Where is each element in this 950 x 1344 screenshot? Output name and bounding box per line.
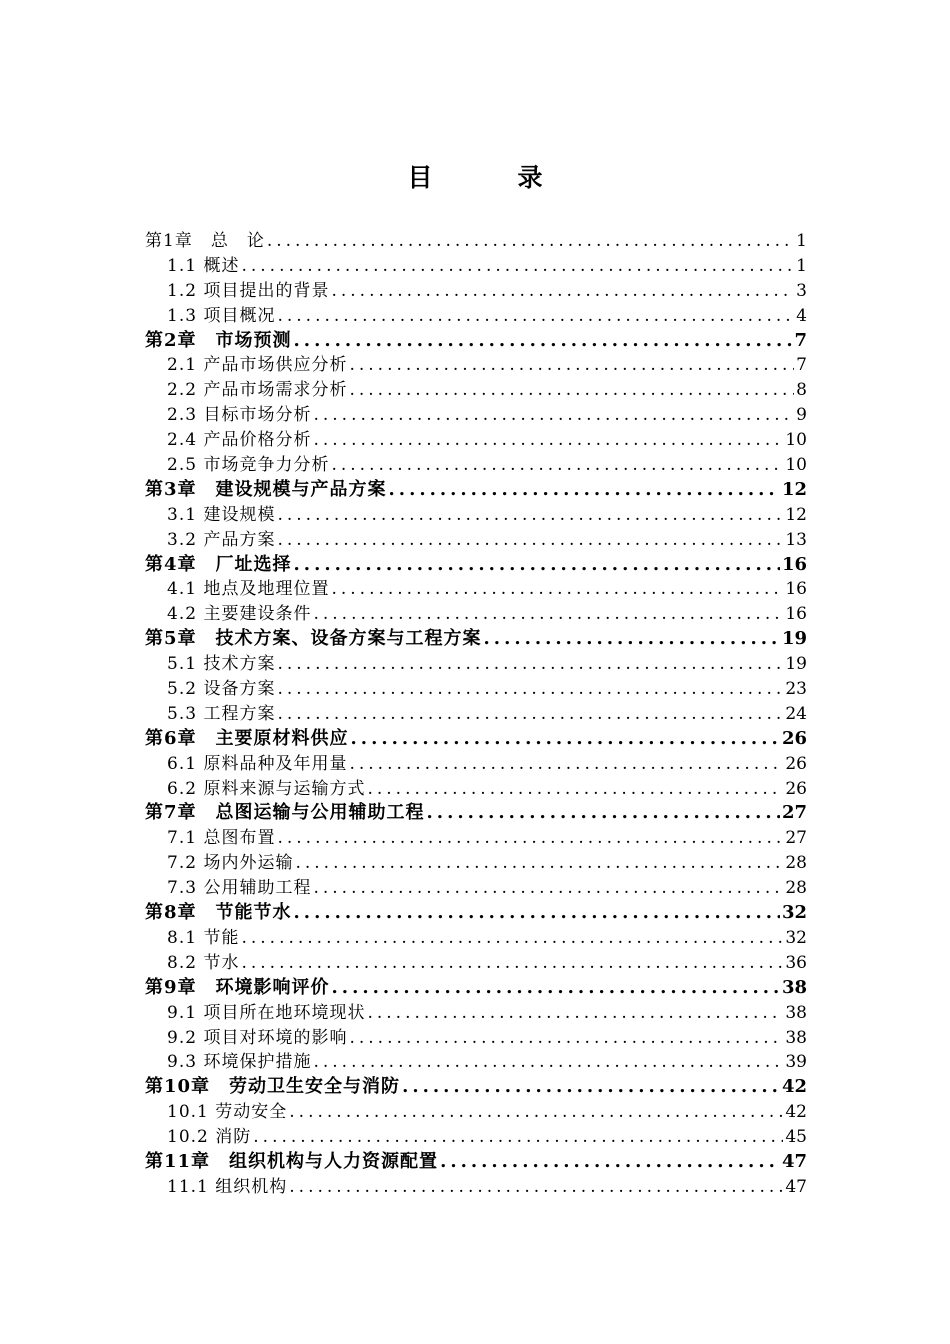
- toc-section-entry[interactable]: [145, 876, 807, 901]
- toc-section-entry[interactable]: [145, 378, 807, 403]
- toc-entry-label: 第1章 总 论: [145, 231, 265, 251]
- toc-dot-leader: [277, 304, 794, 329]
- toc-section-entry[interactable]: [145, 1175, 807, 1200]
- toc-entry-label: 8.1 节能: [167, 927, 240, 948]
- toc-section-entry[interactable]: [145, 1050, 807, 1075]
- toc-entry-label: 2.1 产品市场供应分析: [167, 355, 348, 376]
- toc-page-number: 27: [781, 802, 807, 824]
- toc-entry-label: 第4章 厂址选择: [145, 553, 292, 575]
- toc-entry-label: 9.2 项目对环境的影响: [167, 1027, 348, 1048]
- toc-section-entry[interactable]: [145, 503, 807, 528]
- toc-entry-label: 10.2 消防: [167, 1127, 252, 1148]
- toc-dot-leader: [267, 229, 794, 254]
- toc-entry-label: 第11章 组织机构与人力资源配置: [145, 1150, 439, 1172]
- toc-page-number: 13: [785, 529, 807, 550]
- toc-entry-label: 9.3 环境保护措施: [167, 1052, 312, 1073]
- toc-entry-label: 7.1 总图布置: [167, 828, 276, 849]
- toc-chapter-entry[interactable]: [145, 478, 807, 503]
- toc-dot-leader: [241, 254, 794, 279]
- toc-dot-leader: [313, 602, 783, 627]
- toc-page-number: 19: [781, 628, 807, 650]
- toc-entry-label: 3.1 建设规模: [167, 504, 276, 525]
- toc-page-number: 38: [785, 1027, 807, 1048]
- toc-dot-leader: [277, 826, 783, 851]
- toc-dot-leader: [277, 528, 783, 553]
- toc-chapter-entry[interactable]: [145, 801, 807, 826]
- toc-entry-label: 6.1 原料品种及年用量: [167, 753, 348, 774]
- toc-entry-label: 第7章 总图运输与公用辅助工程: [145, 802, 425, 824]
- toc-dot-leader: [332, 976, 780, 1001]
- toc-chapter-entry[interactable]: [145, 553, 807, 578]
- toc-entry-label: 1.2 项目提出的背景: [167, 280, 330, 301]
- toc-dot-leader: [294, 553, 780, 578]
- toc-entry-label: 3.2 产品方案: [167, 529, 276, 550]
- page-title: 目 录: [407, 163, 573, 192]
- toc-page-number: 10: [785, 455, 807, 476]
- toc-entry-label: 6.2 原料来源与运输方式: [167, 778, 366, 799]
- toc-entry-label: 第2章 市场预测: [145, 329, 292, 351]
- toc-section-entry[interactable]: [145, 403, 807, 428]
- toc-page-number: 23: [785, 679, 807, 700]
- toc-page-number: 27: [785, 828, 807, 849]
- toc-page-number: 39: [785, 1052, 807, 1073]
- toc-entry-label: 5.3 工程方案: [167, 703, 276, 724]
- toc-section-entry[interactable]: [145, 851, 807, 876]
- toc-section-entry[interactable]: [145, 1125, 807, 1150]
- toc-page-number: 32: [781, 902, 807, 924]
- toc-chapter-entry[interactable]: [145, 229, 807, 254]
- toc-dot-leader: [402, 1075, 780, 1100]
- toc-section-entry[interactable]: [145, 926, 807, 951]
- toc-entry-label: 9.1 项目所在地环境现状: [167, 1002, 366, 1023]
- toc-page-number: 16: [785, 604, 807, 625]
- toc-chapter-entry[interactable]: [145, 627, 807, 652]
- toc-entry-label: 4.1 地点及地理位置: [167, 579, 330, 600]
- toc-dot-leader: [294, 901, 780, 926]
- toc-section-entry[interactable]: [145, 528, 807, 553]
- toc-section-entry[interactable]: [145, 353, 807, 378]
- toc-page-number: 24: [785, 703, 807, 724]
- toc-dot-leader: [313, 403, 794, 428]
- toc-dot-leader: [277, 702, 783, 727]
- toc-entry-label: 8.2 节水: [167, 952, 240, 973]
- toc-page-number: 12: [781, 478, 807, 500]
- toc-section-entry[interactable]: [145, 279, 807, 304]
- toc-page-number: 16: [781, 553, 807, 575]
- toc-page-number: 26: [785, 753, 807, 774]
- toc-dot-leader: [349, 378, 794, 403]
- toc-entry-label: 1.1 概述: [167, 255, 240, 276]
- toc-dot-leader: [484, 627, 780, 652]
- toc-dot-leader: [367, 777, 783, 802]
- toc-page-number: 38: [785, 1002, 807, 1023]
- toc-page-number: 47: [785, 1176, 807, 1197]
- toc-section-entry[interactable]: [145, 652, 807, 677]
- toc-page-number: 1: [796, 255, 807, 276]
- toc-page-number: 47: [781, 1150, 807, 1172]
- toc-dot-leader: [241, 926, 783, 951]
- toc-entry-label: 7.3 公用辅助工程: [167, 878, 312, 899]
- toc-dot-leader: [349, 353, 794, 378]
- toc-dot-leader: [389, 478, 780, 503]
- toc-entry-label: 第8章 节能节水: [145, 902, 292, 924]
- toc-entry-label: 2.5 市场竞争力分析: [167, 455, 330, 476]
- toc-section-entry[interactable]: [145, 453, 807, 478]
- toc-page-number: 16: [785, 579, 807, 600]
- toc-page-number: 38: [781, 976, 807, 998]
- toc-chapter-entry[interactable]: [145, 1075, 807, 1100]
- toc-dot-leader: [427, 801, 780, 826]
- toc-dot-leader: [289, 1100, 783, 1125]
- toc-page-number: 28: [785, 878, 807, 899]
- toc-section-entry[interactable]: [145, 1026, 807, 1051]
- toc-section-entry[interactable]: [145, 1100, 807, 1125]
- toc-section-entry[interactable]: [145, 677, 807, 702]
- toc-page-number: 4: [796, 305, 807, 326]
- toc-entry-label: 第3章 建设规模与产品方案: [145, 478, 387, 500]
- toc-entry-label: 2.2 产品市场需求分析: [167, 380, 348, 401]
- toc-page-number: 28: [785, 853, 807, 874]
- toc-dot-leader: [277, 503, 783, 528]
- toc-dot-leader: [313, 876, 783, 901]
- toc-dot-leader: [331, 577, 783, 602]
- toc-entry-label: 第6章 主要原材料供应: [145, 727, 349, 749]
- toc-entry-label: 5.1 技术方案: [167, 654, 276, 675]
- toc-page-number: 42: [781, 1076, 807, 1098]
- toc-page-number: 7: [796, 355, 807, 376]
- toc-dot-leader: [253, 1125, 783, 1150]
- toc-dot-leader: [295, 851, 783, 876]
- toc-dot-leader: [277, 677, 783, 702]
- toc-page-number: 26: [785, 778, 807, 799]
- toc-chapter-entry[interactable]: [145, 901, 807, 926]
- toc-page-number: 7: [794, 329, 807, 351]
- toc-chapter-entry[interactable]: [145, 727, 807, 752]
- toc-entry-label: 10.1 劳动安全: [167, 1102, 288, 1123]
- toc-page-number: 10: [785, 430, 807, 451]
- toc-entry-label: 第9章 环境影响评价: [145, 976, 330, 998]
- toc-page-number: 26: [781, 727, 807, 749]
- toc-dot-leader: [351, 727, 780, 752]
- toc-dot-leader: [313, 428, 783, 453]
- toc-page-number: 36: [785, 952, 807, 973]
- toc-dot-leader: [241, 951, 783, 976]
- toc-page-number: 45: [785, 1127, 807, 1148]
- toc-chapter-entry[interactable]: [145, 976, 807, 1001]
- toc-page-number: 8: [796, 380, 807, 401]
- toc-section-entry[interactable]: [145, 951, 807, 976]
- toc-page-number: 1: [796, 231, 807, 251]
- toc-entry-label: 第5章 技术方案、设备方案与工程方案: [145, 628, 482, 650]
- toc-chapter-entry[interactable]: [145, 1150, 807, 1175]
- toc-entry-label: 4.2 主要建设条件: [167, 604, 312, 625]
- toc-page-number: 9: [796, 405, 807, 426]
- toc-section-entry[interactable]: [145, 826, 807, 851]
- toc-entry-label: 5.2 设备方案: [167, 679, 276, 700]
- toc-entry-label: 1.3 项目概况: [167, 305, 276, 326]
- toc-section-entry[interactable]: [145, 777, 807, 802]
- toc-dot-leader: [367, 1001, 783, 1026]
- toc-chapter-entry[interactable]: [145, 329, 807, 354]
- toc-page-number: 32: [785, 927, 807, 948]
- toc-section-entry[interactable]: [145, 304, 807, 329]
- toc-section-entry[interactable]: [145, 752, 807, 777]
- toc-section-entry[interactable]: [145, 577, 807, 602]
- toc-page-number: 42: [785, 1102, 807, 1123]
- toc-entry-label: 7.2 场内外运输: [167, 853, 294, 874]
- toc-section-entry[interactable]: [145, 602, 807, 627]
- toc-entry-label: 2.3 目标市场分析: [167, 405, 312, 426]
- toc-page-number: 3: [796, 280, 807, 301]
- toc-dot-leader: [313, 1050, 783, 1075]
- toc-dot-leader: [289, 1175, 783, 1200]
- toc-page-number: 19: [785, 654, 807, 675]
- table-of-contents: [145, 229, 807, 1200]
- toc-entry-label: 第10章 劳动卫生安全与消防: [145, 1076, 401, 1098]
- toc-dot-leader: [349, 1026, 783, 1051]
- toc-dot-leader: [277, 652, 783, 677]
- toc-entry-label: 11.1 组织机构: [167, 1176, 288, 1197]
- toc-section-entry[interactable]: [145, 1001, 807, 1026]
- toc-entry-label: 2.4 产品价格分析: [167, 430, 312, 451]
- toc-section-entry[interactable]: [145, 702, 807, 727]
- toc-dot-leader: [331, 453, 783, 478]
- toc-section-entry[interactable]: [145, 254, 807, 279]
- toc-dot-leader: [349, 752, 783, 777]
- toc-section-entry[interactable]: [145, 428, 807, 453]
- toc-dot-leader: [294, 329, 793, 354]
- toc-dot-leader: [440, 1150, 780, 1175]
- toc-page-number: 12: [785, 504, 807, 525]
- toc-dot-leader: [331, 279, 794, 304]
